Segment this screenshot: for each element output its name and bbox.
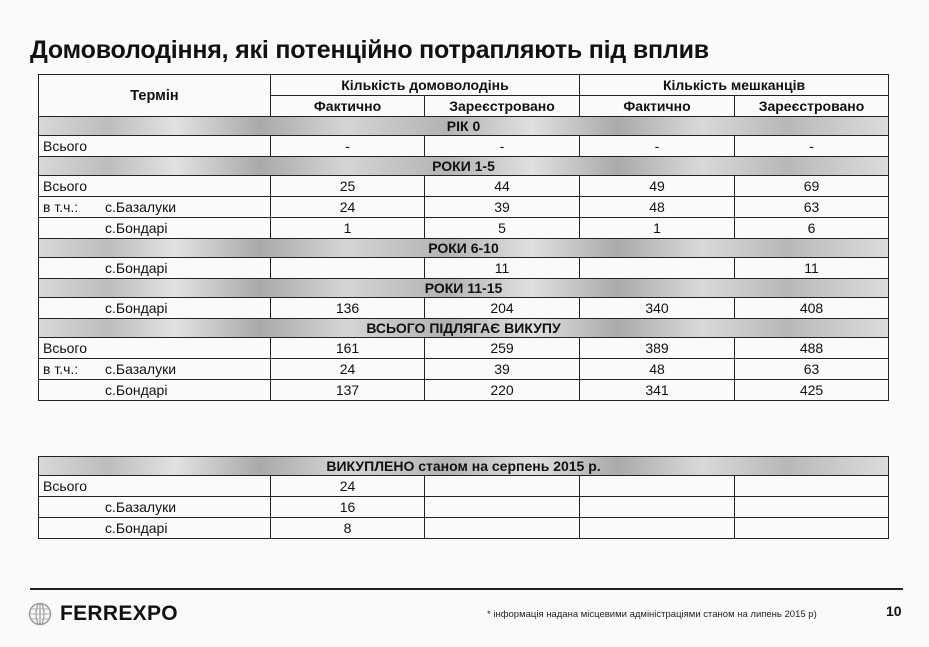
row-village: с.Бондарі (105, 520, 168, 536)
row-village: с.Базалуки (105, 361, 177, 377)
cell-residents-registered: 425 (735, 380, 889, 401)
row-label (39, 136, 271, 157)
cell-residents-actual: 48 (580, 197, 735, 218)
cell-residents-actual: 341 (580, 380, 735, 401)
row-prefix: Всього (43, 340, 88, 356)
cell-households-registered (425, 476, 580, 497)
row-label (39, 298, 271, 319)
header-residents-registered: Зареєстровано (735, 96, 889, 117)
cell-residents-actual: 49 (580, 176, 735, 197)
cell-households-registered (425, 497, 580, 518)
row-prefix: Всього (43, 138, 88, 154)
table-row (39, 258, 889, 279)
row-village: с.Бондарі (105, 220, 168, 236)
cell-households-actual (271, 258, 425, 279)
purchased-table (38, 456, 889, 539)
cell-residents-registered: - (735, 136, 889, 157)
section-label: ВСЬОГО ПІДЛЯГАЄ ВИКУПУ (39, 319, 889, 338)
header-households: Кількість домоволодінь (271, 75, 580, 96)
header-households-registered: Зареєстровано (425, 96, 580, 117)
cell-residents-actual: 48 (580, 359, 735, 380)
cell-households-registered: 204 (425, 298, 580, 319)
cell-households-registered: 11 (425, 258, 580, 279)
cell-residents-registered: 11 (735, 258, 889, 279)
header-residents-actual: Фактично (580, 96, 735, 117)
row-label (39, 176, 271, 197)
row-village: с.Базалуки (105, 199, 177, 215)
cell-residents-registered: 63 (735, 197, 889, 218)
cell-households-registered: 39 (425, 359, 580, 380)
cell-residents-actual (580, 518, 735, 539)
row-label (39, 497, 271, 518)
cell-households-registered: 5 (425, 218, 580, 239)
cell-households-registered: 220 (425, 380, 580, 401)
row-label (39, 476, 271, 497)
table-row (39, 176, 889, 197)
row-village: с.Бондарі (105, 300, 168, 316)
section-header-row (39, 117, 889, 136)
cell-households-actual: 16 (271, 497, 425, 518)
section-label: ВИКУПЛЕНО станом на серпень 2015 р. (39, 457, 889, 476)
cell-households-actual: - (271, 136, 425, 157)
table-row (39, 497, 889, 518)
table-row (39, 298, 889, 319)
cell-households-actual: 8 (271, 518, 425, 539)
row-label (39, 338, 271, 359)
table-row (39, 136, 889, 157)
cell-residents-registered (735, 476, 889, 497)
section-header-row (39, 457, 889, 476)
cell-residents-registered: 69 (735, 176, 889, 197)
footer-divider (30, 588, 903, 590)
cell-households-registered: 44 (425, 176, 580, 197)
cell-residents-registered: 6 (735, 218, 889, 239)
cell-residents-actual: 389 (580, 338, 735, 359)
section-label: РОКИ 6-10 (39, 239, 889, 258)
section-header-row (39, 157, 889, 176)
row-village: с.Бондарі (105, 382, 168, 398)
page-title: Домоволодіння, які потенційно потрапляють під вплив (30, 36, 709, 64)
row-prefix: в т.ч.: (43, 199, 79, 215)
cell-residents-registered (735, 518, 889, 539)
cell-residents-actual (580, 258, 735, 279)
section-label: РІК 0 (39, 117, 889, 136)
row-label (39, 380, 271, 401)
header-term: Термін (39, 75, 271, 117)
row-village: с.Базалуки (105, 499, 177, 515)
table-row (39, 338, 889, 359)
cell-households-registered: - (425, 136, 580, 157)
row-label (39, 359, 271, 380)
cell-residents-registered: 63 (735, 359, 889, 380)
row-prefix: Всього (43, 478, 88, 494)
ferrexpo-logo (28, 602, 178, 626)
ferrexpo-globe-icon (28, 602, 52, 626)
table-row (39, 197, 889, 218)
row-label (39, 518, 271, 539)
footnote: * інформація надана місцевими адміністраціями станом на липень 2015 р) (487, 609, 817, 620)
cell-households-actual: 24 (271, 476, 425, 497)
cell-households-actual: 1 (271, 218, 425, 239)
cell-residents-actual (580, 497, 735, 518)
cell-households-actual: 137 (271, 380, 425, 401)
cell-households-registered (425, 518, 580, 539)
row-label (39, 218, 271, 239)
table-row (39, 218, 889, 239)
cell-residents-actual: 340 (580, 298, 735, 319)
row-prefix: Всього (43, 178, 88, 194)
cell-households-actual: 136 (271, 298, 425, 319)
page-number: 10 (886, 603, 902, 619)
row-label (39, 258, 271, 279)
cell-residents-actual: - (580, 136, 735, 157)
cell-residents-registered: 488 (735, 338, 889, 359)
cell-residents-registered (735, 497, 889, 518)
cell-households-actual: 25 (271, 176, 425, 197)
households-table (38, 74, 889, 401)
section-header-row (39, 319, 889, 338)
section-label: РОКИ 1-5 (39, 157, 889, 176)
table-row (39, 359, 889, 380)
cell-residents-actual: 1 (580, 218, 735, 239)
table-row (39, 380, 889, 401)
logo-text: FERREXPO (60, 602, 178, 625)
row-prefix: в т.ч.: (43, 361, 79, 377)
cell-residents-actual (580, 476, 735, 497)
header-households-actual: Фактично (271, 96, 425, 117)
cell-households-registered: 259 (425, 338, 580, 359)
cell-households-actual: 24 (271, 197, 425, 218)
header-residents: Кількість мешканців (580, 75, 889, 96)
cell-households-actual: 161 (271, 338, 425, 359)
section-label: РОКИ 11-15 (39, 279, 889, 298)
section-header-row (39, 239, 889, 258)
table-row (39, 518, 889, 539)
cell-residents-registered: 408 (735, 298, 889, 319)
table-row (39, 476, 889, 497)
row-village: с.Бондарі (105, 260, 168, 276)
row-label (39, 197, 271, 218)
cell-households-registered: 39 (425, 197, 580, 218)
section-header-row (39, 279, 889, 298)
cell-households-actual: 24 (271, 359, 425, 380)
